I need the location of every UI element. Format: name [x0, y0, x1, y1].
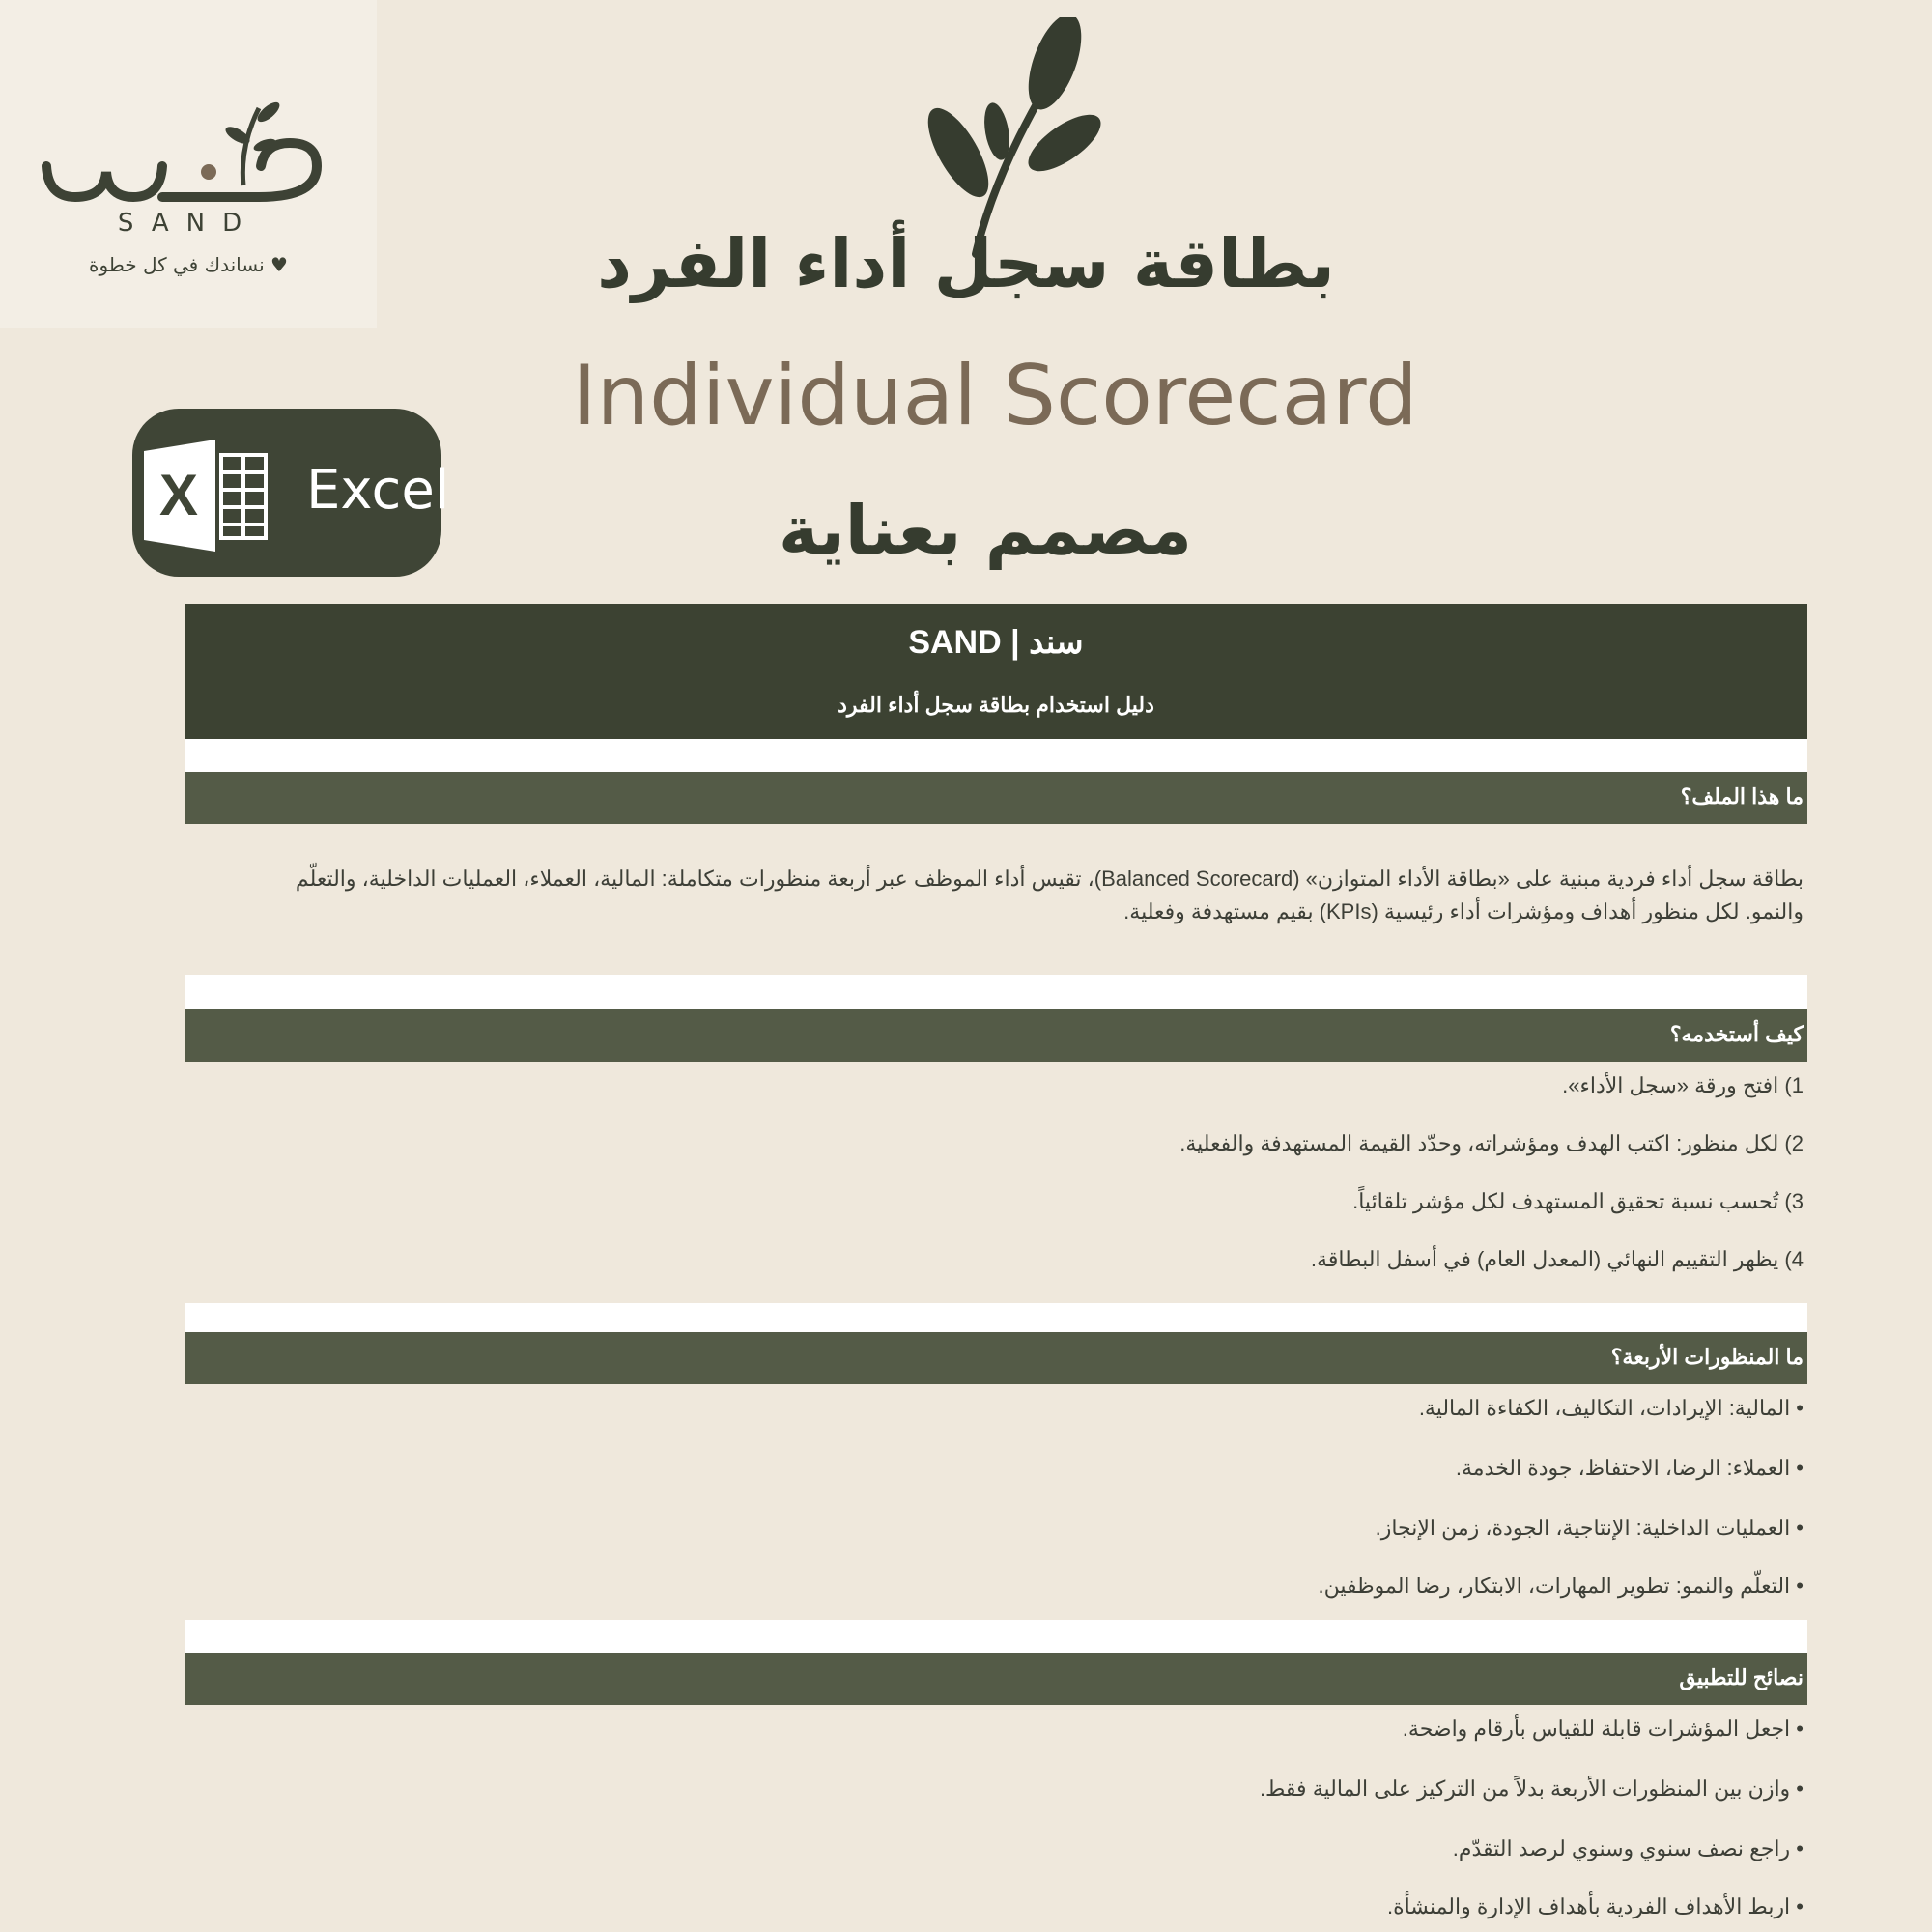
section-paragraph: بطاقة سجل أداء فردية مبنية على «بطاقة الأداء المتوازن» (Balanced Scorecard)، تقيس أداء الموظف عبر أربعة منظورات متكاملة: المالية، العملاء، العمليات الداخلية، والتعلّم والنمو. لكل منظور أهداف ومؤشرات أداء رئيسية (KPIs) بقيم مستهدفة وفعلية.: [295, 867, 1804, 923]
page-title-english: Individual Scorecard: [572, 348, 1418, 444]
excel-badge: [132, 409, 450, 577]
list-item: 3) تُحسب نسبة تحقيق المستهدف لكل مؤشر تلقائياً.: [1352, 1189, 1804, 1213]
list-item: • العمليات الداخلية: الإنتاجية، الجودة، زمن الإنجاز.: [1375, 1516, 1804, 1540]
logo-arabic-wordmark: [37, 89, 346, 214]
section-header-perspectives: [185, 1332, 1807, 1384]
page-title-arabic: بطاقة سجل أداء الفرد: [597, 224, 1335, 303]
list-item: • المالية: الإيرادات، التكاليف، الكفاءة المالية.: [1418, 1396, 1804, 1420]
logo-tagline: ♥ نساندك في كل خطوة: [89, 253, 288, 276]
sheet-header: [185, 604, 1807, 739]
section-header-tips: [185, 1653, 1807, 1705]
excel-label: Excel: [306, 459, 450, 522]
section-title: ما هذا الملف؟: [1680, 784, 1804, 809]
list-item: • اربط الأهداف الفردية بأهداف الإدارة والمنشأة.: [1386, 1894, 1804, 1918]
list-item: • وازن بين المنظورات الأربعة بدلاً من التركيز على المالية فقط.: [1259, 1776, 1804, 1801]
leaf-branch-icon: [908, 17, 1101, 259]
excel-icon: [140, 438, 270, 554]
svg-text:X: X: [159, 463, 199, 527]
list-item: 2) لكل منظور: اكتب الهدف ومؤشراته، وحدّد القيمة المستهدفة والفعلية.: [1179, 1131, 1804, 1155]
sand-logo: [0, 0, 377, 328]
list-item: • التعلّم والنمو: تطوير المهارات، الابتكار، رضا الموظفين.: [1318, 1574, 1804, 1598]
sheet-brand: SAND | سند: [908, 624, 1084, 661]
section-body-perspectives: [185, 1384, 1807, 1620]
section-title: كيف أستخدمه؟: [1669, 1022, 1804, 1046]
section-title: نصائح للتطبيق: [1679, 1665, 1804, 1690]
list-item: 4) يظهر التقييم النهائي (المعدل العام) في أسفل البطاقة.: [1310, 1247, 1804, 1271]
list-item: • العملاء: الرضا، الاحتفاظ، جودة الخدمة.: [1455, 1456, 1804, 1480]
list-item: • راجع نصف سنوي وسنوي لرصد التقدّم.: [1452, 1836, 1804, 1861]
section-header-what: [185, 772, 1807, 824]
section-header-how: [185, 1009, 1807, 1062]
section-body-how: [185, 1062, 1807, 1303]
list-item: 1) افتح ورقة «سجل الأداء».: [1562, 1073, 1804, 1097]
logo-latin-text: SAND: [117, 209, 260, 238]
section-body-tips: [185, 1705, 1807, 1932]
sheet-preview: [185, 604, 1807, 1932]
section-title: ما المنظورات الأربعة؟: [1610, 1345, 1804, 1369]
page-subtitle-arabic: مصمم بعناية: [779, 491, 1192, 570]
list-item: • اجعل المؤشرات قابلة للقياس بأرقام واضحة.: [1402, 1717, 1804, 1741]
section-body-what: [185, 824, 1807, 975]
guide-title: دليل استخدام بطاقة سجل أداء الفرد: [838, 693, 1154, 717]
